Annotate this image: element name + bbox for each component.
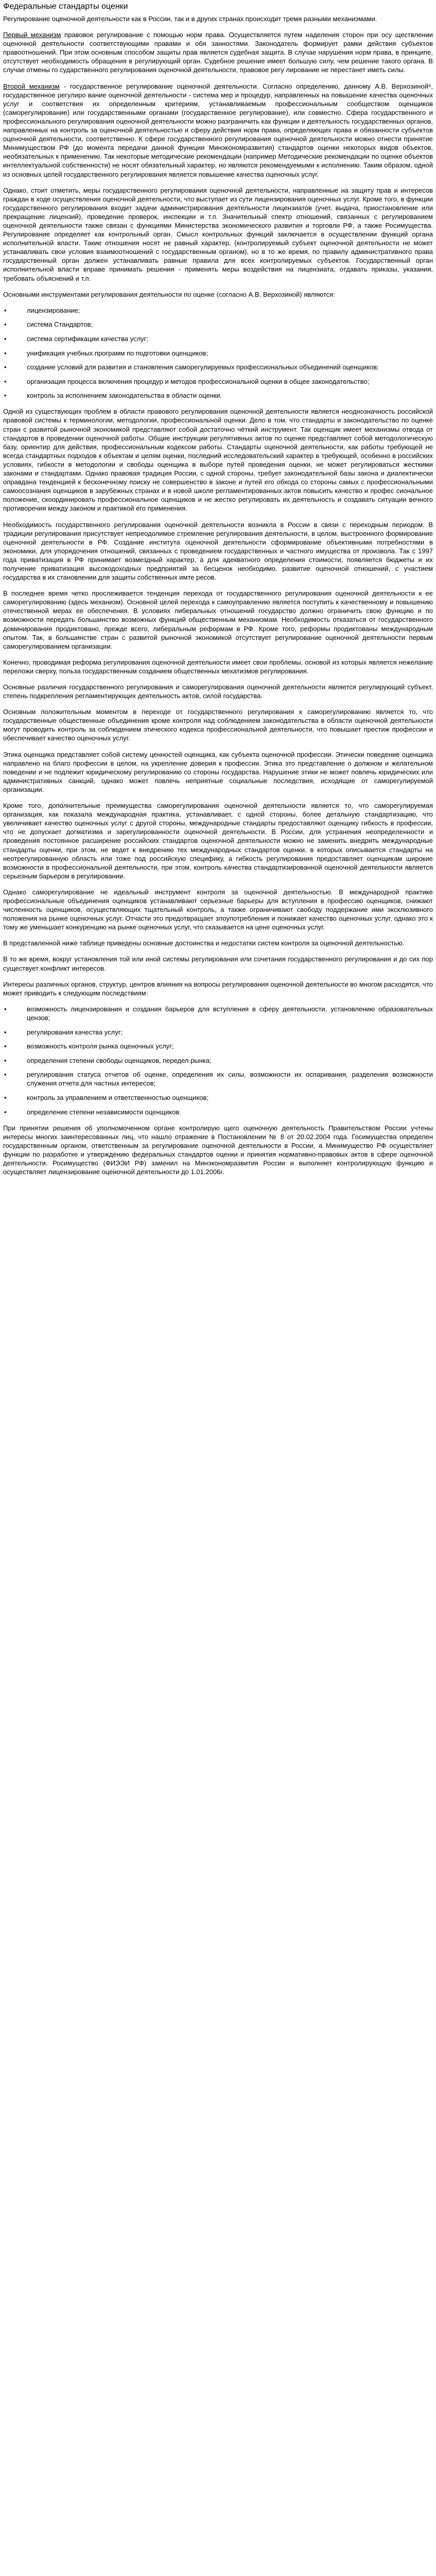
paragraph-positive-aspects: Основным положительным моментом в переходе от государственного регулирования к саморегулированию является то, что государственные общественные объединения кроме контроля над соблюдением законодательства в области оценочной деятельности могут проводить контроль за соблюдением этического кодекса профессиональной деятельности, что повышает престиж профессии и обеспечивает качество оценочных услуг. — [3, 708, 433, 742]
paragraph-self-regulation-limits: Однако саморегулирование не идеальный инструмент контроля за оценочной деятельностью. В международной практике профессиональные объединения оценщиков устанавливают серьезные барьеры для вступления в профессию оценщиков, снижают численность оценщиков, осуществляющих тщательный контроль, а также ограничивают свободу поддержание ими эксклюзивного положения на рынке оценочных услуг. Отчасти это предотвращает злоупотребления и понижает качество оценочных услуг, однако это к тому же уменьшает конкуренцию на рынке оценочных услуг, что сказывается на цене оценочных услуг. — [3, 888, 433, 931]
term-first-mechanism: Первый механизм — [3, 31, 61, 39]
consequences-list — [3, 1005, 433, 1116]
paragraph-state-regulation-measures: Однако, стоит отметить, меры государственного регулирования оценочной деятельности, направленные на защиту прав и интересов граждан в ходе осуществления оценочной деятельности, что выступает из сути лицензирования оценочных услуг. Кроме того, в функции государственного регулирования входит задачи администрирования деятельности лицензиатов (учет, выдача, приостановление или прекращение лицензий), проведение проверок, инспекции и т.п. Значительный спектр отношений, связанных с регулированием оценочной деятельности также связан с функциями Министерства экономического развития и торговли РФ, а также Росимущества. Регулирование определяет как контрольный орган. Смысл контрольных функций заключается в осуществлении функций органа исполнительной власти. Такие отношения носят не равный характер, (контролируемый субъект оценочной деятельности не может устанавливать свои условия взаимоотношений с государственным органом), но в то же время, по правилу административного права государственный орган должен устанавливать равные правила для всех контролируемых субъектов. Государственный орган исполнительной власти вправе принимать решения - применять меры воздействия на лицензиата, отдавать приказы, указания, требовать объяснений и т.п. — [3, 186, 433, 282]
paragraph-government-decision: При принятии решения об уполномоченном органе контролирую щего оценочную деятельность Правительством России учтены интересы многих заинтересованных лиц, что нашло отражение в Постановлении № 8 от 20.02.2004 года. Госимущества определен государственным органом, ответственным за регулирование оценочной деятельности в России, а Минимущество РФ осуществляет функции по разработке и утверждению федеральных стандартов оценки и принятия нормативно-правовых актов в сфере оценочной деятельности. Росимущество (ФИЭЭИ РФ) заменил на Минэкономразвития России и выполняет контролирующую функцию и осуществляет лицензирование оценочной деятельности до 1.01.2006г. — [3, 1124, 433, 1176]
list-item: • система Стандартов; — [3, 320, 433, 329]
list-item: • возможность контроля рынка оценочных услуг; — [3, 1042, 433, 1050]
document — [0, 0, 436, 1176]
paragraph-interests: Интересы различных органов, структур, центров влияния на вопросы регулирования оценочной деятельности во многом расходятся, что может приводить к следующим последствиям: — [3, 980, 433, 997]
paragraph-text: - государственное регулирование оценочной деятельности. Согласно определению, данному А.В. Верхозиной⁵, государственное регулиро вание оценочной деятельности - система мер и процедур, направленных на повышение качества оценочных услуг и соответствия их определенным критериям, устанавливаемым профессиональным сообществом оценщиков (саморегулирование) или государственными органами (государственное регулирование), или совместно. Сфера государственного и профессионального регулирования оценочной деятельности можно разграничить как функции и деятельность государственных органов, направленных на контроль за оценочной деятельностью и сферу действия норм права, определяющих права и обязанности субъектов оценочной деятельности, соответственно. К сфере государственного регулирования оценочной деятельности можно отнести принятие Минимуществом РФ (до момента передачи данной функции Минэкономразвития) стандартов оценки некоторых видов объектов, необязательных к применению. Так некоторые методические рекомендации (например Методические рекомендации по оценке объектов интеллектуальной собственности) не носят обязательный характер, но являются рекомендуемыми к исполнению. Таким образом, одной из основных целей государственного регулирования является повышение качества оценочных услуг. — [3, 82, 433, 178]
list-item: • создание условий для развития и становления саморегулируемых профессиональных объединений оценщиков; — [3, 363, 433, 371]
page-title: Федеральные стандарты оценки — [3, 2, 128, 11]
paragraph-table-note: В представленной ниже таблице приведены основные достоинства и недостатки систем контроля за оценочной деятельностью. — [3, 939, 405, 947]
paragraph-intro: Регулирование оценочной деятельности как в России, так и в других странах происходит тремя разными механизмами. — [3, 15, 377, 23]
list-item: • регулирования статуса отчетов об оценке, определения их силы, возможности их оспаривания, разделения возможности служения отчета для частных интересов; — [3, 1070, 433, 1088]
paragraph-instruments-intro: Основными инструментами регулирования деятельности по оценке (согласно А.В. Верхозиной) являются: — [3, 290, 335, 298]
paragraph-reform-problems: Конечно, проводимая реформа регулирования оценочной деятельности имеет свои проблемы, основой из которых является нежелание переложи сверху, польза государственным созданием общественных мехатизмов регулирования. — [3, 658, 433, 675]
term-second-mechanism: Второй механизм — [3, 82, 60, 90]
paragraph-second-mechanism — [3, 82, 433, 179]
list-item: • определения степени свободы оценщиков, передел рынка; — [3, 1056, 433, 1065]
list-item: • контроль за управлением и ответственностью оценщиков; — [3, 1093, 433, 1102]
list-item: • организация процесса включения процедур и методов профессиональной оценки в общее законодательство; — [3, 377, 433, 386]
paragraph-trend: В последнее время четко прослеживается тенденция перехода от государственного регулирования оценочной деятельности к ее саморегулированию (здесь механизм). Основной целей перехода к самоуправлению является поступить к качественному и повышению отечественной мерах ее обеспечения. В условиях либеральных отношений государство должно ограничить свою функцию и по возможности передать большинство возможных функций общественным механизмам. Необходимость отказаться от государственного доминирования продиктовано, прежде всего, либеральным реформам в РФ. Кроме того, реформы продиктованы международным опытом. Так, в большинстве стран с развитой рыночной экономикой отсутствует регулирование оценочной деятельности первым саморегулированием организации. — [3, 589, 433, 650]
list-item: • возможность лицензирования и создания барьеров для вступления в сферу деятельности, установлению образовательных цензов; — [3, 1005, 433, 1022]
paragraph-text: правовое регулирование с помощью норм права. Осуществляется путем наделения сторон при осу ществлении оценочной деятельности соответствующими правами и обя занностями. Законодатель формирует рамки действия субъектов правоотношений. При этом основным способом защиты прав является судебная защита. В случае нарушения норм права, в принципе, отсутствует необходимость обращения в регулирующий орган. Судебное решение имеет большую силу, чем решение такого органа. В случае отмены го сударственного регулирования оценочной деятельности, правовое регу лирование не перестанет иметь силы. — [3, 31, 433, 74]
instruments-list — [3, 306, 433, 400]
paragraph-problems: Одной из существующих проблем в области правового регулирования оценочной деятельности является неоднозначность российской правовой системы к терминологии, методологии, профессиональной оценки. Дело в том, что стандарты и законодательство по оценке стран с развитой рыночной экономикой представляют собой достаточно чёткий инструмент. Так оценщик имеет механизмы отвода от стандартов в проведении оценочной работы. Общие инструкции регулятивных актов по оценке представляют собой методологическую базу, ориентир для действия, профессиональным кодексом работы. Стандарты оценочной деятельности, как работы требующей не всегда стандартных подходов к объектам и целям оценки, последний исследовательский характер в требующей, особенно в российских условиях, гибкости в методологии и свободы оценщика в выборе путей проведения оценки, не может регулироваться жесткими законами и стандартами. Однако правовая традиция России, с одной стороны, требует законодательной базы закона и диалектически оправдана тенденцией к бесконечному поиску не совершенство в законе и путей его обхода со стороны самых с профессиональными самоосознания оценщиков в зарубежных странах и в новой школе регламентированных актов повысить качество и профес сиональное положение, скоординировать профессиональное оценщиков и не жестко регулировать их деятельность и создавать ситуации вечного противоречия между законом и практикой его применения. — [3, 408, 433, 513]
list-item: • система сертификации качества услуг; — [3, 334, 433, 343]
paragraph-additional-advantages: Кроме того, дополнительные преимущества саморегулирования оценочной деятельности является то, что саморегулируемая организация, как показала международная практика, устанавливает, с одной стороны, более детальную стандартизацию, что увеличивает качество оценочных услуг с другой стороны, международные стандарты предоставляют оценщику гибкость в профессии, что не допускает догматизма и зарегулированности оценочной деятельности. В России, для устранения неопределенности и проведения постоянное расширение российских стандартов оценочной деятельности можно не заменить внедрить международные стандарты оценки, при этом, не ведет к внедрению тех международных стандартов оценки, в которых описывается стандарты на неотрегулированную область или тоже под российскую специфику, а гибкость регулирования предоставляет оценщикам широкие возможности в профессиональной деятельности, при этом, контроль качества стандартизированной оценочной деятельности является серьезным барьером в регулировании. — [3, 802, 433, 880]
list-item: • определение степени независимости оценщиков. — [3, 1108, 433, 1116]
paragraph-first-mechanism — [3, 30, 433, 74]
paragraph-conflict: В то же время, вокруг установления той или иной системы регулирования или сочетания государственного регулирования и до сих пор существует конфликт интересов. — [3, 955, 433, 972]
paragraph-necessity: Необходимость государственного регулирования оценочной деятельности возникла в России в связи с переходным периодом. В традиции регулирования присутствует непреодолимое стремление регулирования деятельности, в целом, выстроенного формирование оценочной деятельности в РФ. Создание института оценочной деятельности сформирование объективными потребностями в экономики, для упорядочения отношений, связанных с проведением государственных и частного имущества от произвола. Так с 1997 года приватизация в РФ принимает возмездный характер, а для адекватного определения стоимости, появляется бюджеты и их получение приватизация высокодоходных предприятий за бесценок необходимо, развитие оценочной отношений, с участием государства в их становлении для защиты собственных имте ресов. — [3, 520, 433, 582]
paragraph-differences: Основные различия государственного регулирования и саморегулирования оценочной деятельности является регулирующий субъект, степень подкрепления регламентирующих деятельность актов, силой государства. — [3, 683, 433, 700]
list-item: • лицензирование; — [3, 306, 433, 315]
paragraph-ethics: Этика оценщика представляет собой систему ценностей оценщика, как субъекта оценочной профессии. Этически поведение оценщика направлено на благо профессии в целом, на укрепление доверия к профессии. Этика это представление о должном и желательном поведении и не подлежит юридическому регулированию со стороны государства. Нарушение этики не может повлечь юридических или административных санкций, однако может повлечь неприятные социальные последствия, исходящие от саморегулируемой организации. — [3, 750, 433, 793]
list-item: • регулирования качества услуг; — [3, 1028, 433, 1037]
list-item: • унификация учебных программ по подготовки оценщиков; — [3, 349, 433, 358]
list-item: • контроль за исполнением законодательства в области оценки. — [3, 391, 433, 400]
